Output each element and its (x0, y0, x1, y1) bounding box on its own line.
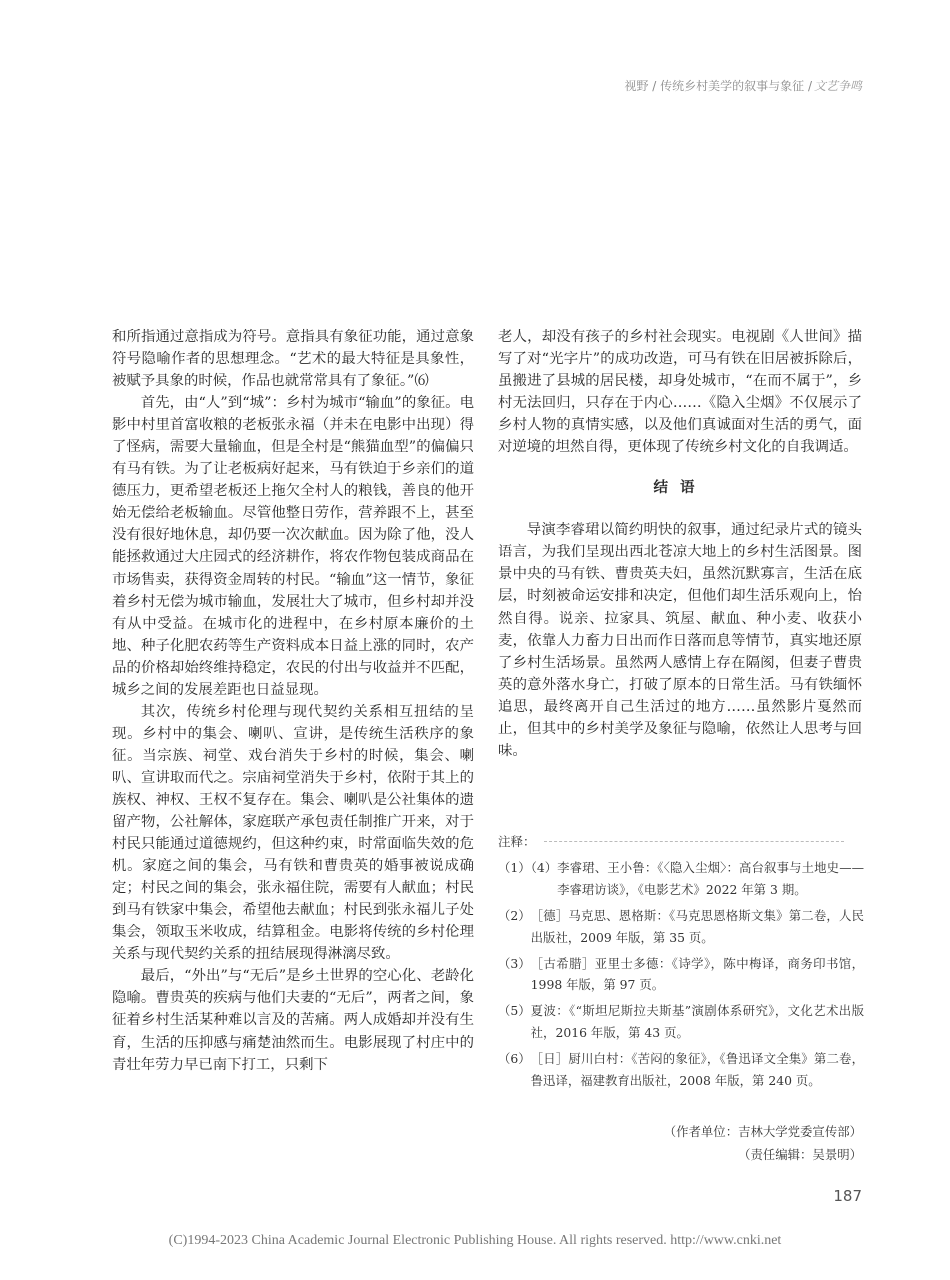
footnote-text: ［德］马克思、恩格斯：《马克思恩格斯文集》第二卷，人民出版社，2009 年版，第 35 页。 (530, 907, 864, 945)
conclusion-paragraph: 导演李睿珺以简约明快的叙事，通过纪录片式的镜头语言，为我们呈现出西北苍凉大地上的乡村生活图景。图景中央的马有铁、曹贵英夫妇，虽然沉默寡言，生活在底层，时刻被命运安排和决定，但他们却生活乐观向上，怡然自得。说亲、拉家具、筑屋、献血、种小麦、收获小麦，依靠人力畜力日出而作日落而息等情节，真实地还原了乡村生活场景。虽然两人感情上存在隔阂，但妻子曹贵英的意外落水身亡，打破了原本的日常生活。马有铁缅怀追思，最终离开自己生活过的地方……虽然影片戛然而止，但其中的乡村美学及象征与隐喻，依然让人思考与回味。 (498, 522, 862, 759)
footnote-item (498, 905, 864, 949)
page-number: 187 (833, 1187, 862, 1205)
left-column (112, 326, 474, 1076)
copyright-footer: (C)1994-2023 China Academic Journal Electronic Publishing House. All rights reserved. http://www.cnki.net (168, 1233, 782, 1248)
footnote-item (498, 953, 864, 997)
notes-divider (544, 841, 844, 842)
paragraph: 和所指通过意指成为符号。意指具有象征功能，通过意象符号隐喻作者的思想理念。“艺术的最大特征是具象性，被赋予具象的时候，作品也就常常具有了象征。”⑹ (112, 329, 474, 390)
footnote-text: ［日］厨川白村：《苦闷的象征》，《鲁迅译文全集》第二卷，鲁迅译，福建教育出版社，2008 年版，第 240 页。 (530, 1051, 864, 1089)
journal-brand-logo: 文艺争鸣 (813, 79, 862, 93)
footnote-item (498, 1048, 864, 1092)
footnote-number: （2） (498, 907, 531, 923)
paragraph: 首先，由“人”到“城”：乡村为城市“输血”的象征。电影中村里首富收粮的老板张永福（并未在电影中出现）得了怪病，需要大量输血，但是全村是“熊猫血型”的偏偏只有马有铁。为了让老板病好起来，马有铁迫于乡亲们的道德压力，更希望老板还上拖欠全村人的粮钱，善良的他开始无偿给老板输血。尽管他整日劳作，营养跟不上，甚至没有很好地休息，却仍要一次次献血。因为除了他，没人能拯救通过大庄园式的经济耕作，将农作物包装成商品在市场售卖，获得资金周转的村民。“输血”这一情节，象征着乡村无偿为城市输血，发展壮大了城市，但乡村却并没有从中受益。在城市化的进程中，在乡村原本廉价的土地、种子化肥农药等生产资料成本日益上涨的同时，农产品的价格却始终维持稳定，农民的付出与收益并不匹配，城乡之间的发展差距也日益显现。 (112, 395, 474, 698)
author-affiliation: （作者单位：吉林大学党委宣传部） (663, 1124, 862, 1139)
footnotes (498, 831, 864, 1092)
section-title-conclusion: 结语 (653, 480, 707, 497)
footnote-text: 夏波：《“斯坦尼斯拉夫斯基”演剧体系研究》，文化艺术出版社，2016 年版，第 43 页。 (530, 1003, 864, 1041)
running-header (624, 77, 862, 94)
footnote-text: 李睿珺、王小鲁：《〈隐入尘烟〉：高台叙事与土地史——李睿珺访谈》，《电影艺术》2022 年第 3 期。 (557, 859, 864, 897)
paragraph: 其次，传统乡村伦理与现代契约关系相互扭结的呈现。乡村中的集会、喇叭、宣讲，是传统生活秩序的象征。当宗族、祠堂、戏台消失于乡村的时候，集会、喇叭、宣讲取而代之。宗庙祠堂消失于乡村，依附于其上的族权、神权、王权不复存在。集会、喇叭是公社集体的遗留产物，公社解体，家庭联产承包责任制推广开来，对于村民只能通过道德规约，但这种约束，时常面临失效的危机。家庭之间的集会，马有铁和曹贵英的婚事被说成确定；村民之间的集会，张永福住院，需要有人献血；村民到马有铁家中集会，希望他去献血；村民到张永福儿子处集会，领取玉米收成，结算租金。电影将传统的乡村伦理关系与现代契约关系的扭结展现得淋漓尽致。 (112, 703, 474, 963)
right-column (498, 326, 862, 762)
notes-heading (498, 831, 864, 853)
footnote-number: （1）（4） (498, 859, 558, 875)
footnote-number: （6） (498, 1051, 531, 1067)
footnote-item (498, 1000, 864, 1044)
header-text: 视野 / 传统乡村美学的叙事与象征 / (624, 79, 812, 93)
footnote-item (498, 857, 864, 901)
responsible-editor: （责任编辑：吴景明） (738, 1147, 862, 1162)
paragraph: 老人，却没有孩子的乡村社会现实。电视剧《人世间》描写了对“光字片”的成功改造，可马有铁在旧居被拆除后，虽搬进了县城的居民楼，却身处城市，“在而不属于”，乡村无法回归，只存在于内心……《隐入尘烟》不仅展示了乡村人物的真情实感，以及他们真诚面对生活的勇气，面对逆境的坦然自得，更体现了传统乡村文化的自我调适。 (498, 329, 862, 456)
paragraph: 最后，“外出”与“无后”是乡土世界的空心化、老龄化隐喻。曹贵英的疾病与他们夫妻的“无后”，两者之间，象征着乡村生活某种难以言及的苦痛。两人成婚却并没有生育，生活的压抑感与痛楚油然而生。电影展现了村庄中的青壮年劳力早已南下打工，只剩下 (112, 968, 474, 1073)
footnote-text: ［古希腊］亚里士多德：《诗学》，陈中梅译，商务印书馆，1998 年版，第 97 页。 (530, 955, 864, 993)
footnote-number: （5） (498, 1003, 531, 1019)
notes-title: 注释： (498, 834, 536, 849)
footnote-number: （3） (498, 955, 531, 971)
